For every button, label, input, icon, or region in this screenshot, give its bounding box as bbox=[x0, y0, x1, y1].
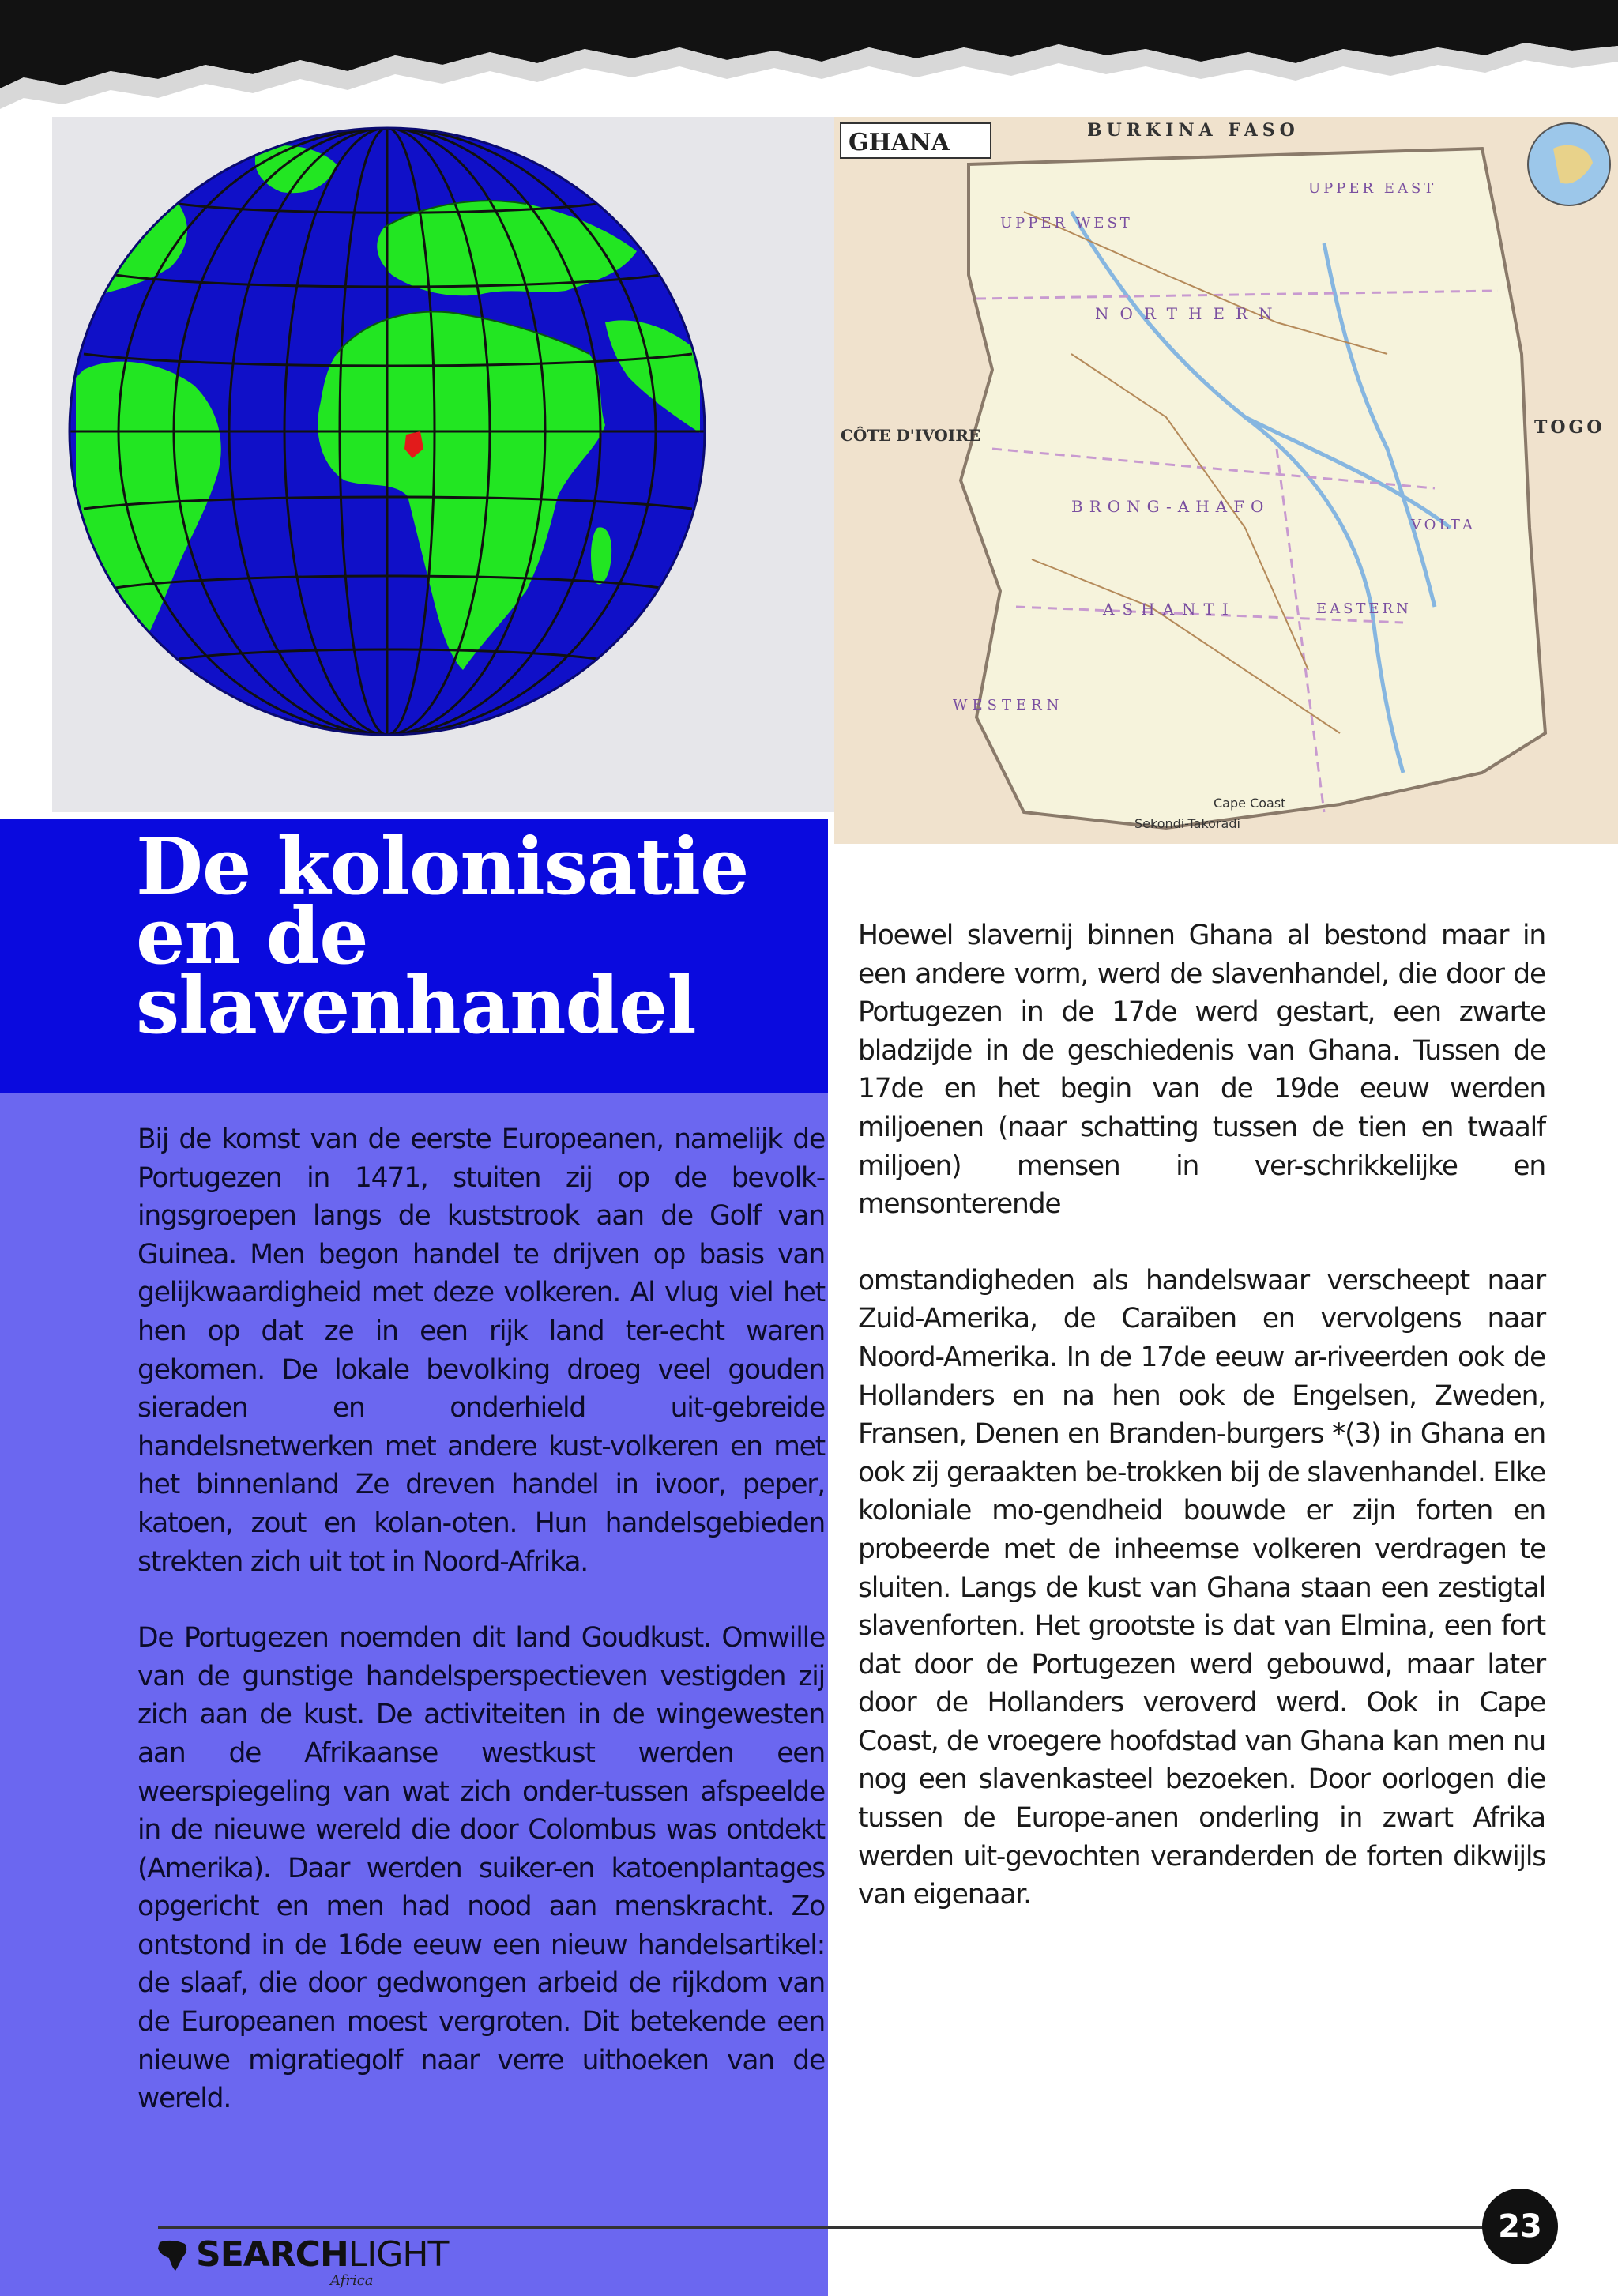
page-number: 23 bbox=[1482, 2189, 1558, 2264]
ghana-map-illustration bbox=[834, 117, 1618, 844]
map-brong-label: BRONG-AHAFO bbox=[1071, 497, 1270, 516]
ghana-map-figure bbox=[834, 117, 1618, 844]
globe-illustration bbox=[52, 117, 834, 812]
map-cape-coast-label: Cape Coast bbox=[1214, 796, 1286, 811]
title-line-1: De kolonisatie bbox=[136, 822, 749, 913]
right-column-text bbox=[858, 917, 1545, 1952]
map-upper-east-label: UPPER EAST bbox=[1308, 180, 1437, 197]
map-sekondi-label: Sekondi-Takoradi bbox=[1134, 816, 1240, 831]
torn-paper-header bbox=[0, 0, 1618, 119]
searchlight-logo bbox=[155, 2226, 449, 2289]
title-line-3: slavenhandel bbox=[136, 961, 696, 1052]
map-western-label: WESTERN bbox=[953, 697, 1064, 713]
map-northern-label: NORTHERN bbox=[1095, 304, 1284, 323]
ghana-outline bbox=[961, 149, 1545, 828]
map-cote-label: CÔTE D'IVOIRE bbox=[841, 426, 981, 445]
globe-figure bbox=[52, 117, 834, 812]
map-volta-label: VOLTA bbox=[1411, 517, 1476, 533]
article-title bbox=[136, 822, 749, 1052]
left-paragraph-2: De Portugezen noemden dit land Goudkust. Omwille van de gunstige handelsperspectieven vestigden zij zich aan de kust. De activiteiten in de wingewesten aan de Afrikaanse westkust werden een weerspiegeling van wat zich onder-tussen afspeelde in de nieuwe wereld die door Colombus was ontdekt (Amerika). Daar werden suiker-en katoenplantages opgericht en men had nood aan menskracht. Zo ontstond in de 16de eeuw een nieuw handelsartikel: de slaaf, die door gedwongen arbeid de rijkdom van de Europeanen moest vergroten. Dit betekende een nieuwe migratiegolf naar verre uithoeken van de wereld. bbox=[137, 1622, 825, 2115]
right-paragraph-2: omstandigheden als handelswaar verscheept naar Zuid-Amerika, de Caraïben en vervolgens naar Noord-Amerika. In de 17de eeuw ar-riveerden ook de Hollanders en na hen ook de Engelsen, Zweden, Fransen, Denen en Branden-burgers *(3) in Ghana en ook zij geraakten be-trokken bij de slavenhandel. Elke koloniale mo-gendheid bouwde er zijn forten en probeerde met de inheemse volkeren verdragen te sluiten. Langs de kust van Ghana staan een zestigtal slavenforten. Het grootste is dat van Elmina, een fort dat door de Portugezen werd gebouwd, maar later door de Hollanders veroverd werd. Ook in Cape Coast, de vroegere hoofdstad van Ghana kan men nu nog een slavenkasteel bezoeken. Door oorlogen die tussen de Europe-anen onderling in zwart Afrika werden uit-gevochten veranderden de forten dikwijls van eigenaar. bbox=[858, 1264, 1545, 1911]
map-upper-west-label: UPPER WEST bbox=[1000, 215, 1133, 231]
africa-logo-icon bbox=[155, 2236, 191, 2272]
logo-word-light: LIGHT bbox=[348, 2234, 449, 2275]
map-eastern-label: EASTERN bbox=[1316, 600, 1412, 617]
title-line-2: en de bbox=[136, 891, 368, 982]
title-block bbox=[0, 819, 828, 1093]
map-country-label: GHANA bbox=[849, 129, 950, 156]
logo-word-search: SEARCH bbox=[196, 2234, 348, 2275]
left-column-text bbox=[137, 1120, 825, 2156]
right-paragraph-1: Hoewel slavernij binnen Ghana al bestond maar in een andere vorm, werd de slavenhandel, die door de Portugezen in de 17de werd gestart, een zwarte bladzijde in de geschiedenis van Ghana. Tussen de 17de en het begin van de 19de eeuw werden miljoenen (naar schatting tussen de tien en twaalf miljoen) mensen in ver-schrikkelijke en mensonterende bbox=[858, 920, 1545, 1221]
left-column bbox=[0, 1093, 828, 2296]
map-togo-label: TOGO bbox=[1534, 417, 1605, 438]
map-burkina-label: BURKINA FASO bbox=[1087, 120, 1300, 141]
logo-subtitle: Africa bbox=[330, 2272, 374, 2289]
left-paragraph-1: Bij de komst van de eerste Europeanen, namelijk de Portugezen in 1471, stuiten zij op de bevolk-ingsgroepen langs de kuststrook aan de Golf van Guinea. Men begon handel te drijven op basis van gelijkwaardigheid met deze volkeren. Al vlug viel het hen op dat ze in een rijk land ter-echt waren gekomen. De lokale bevolking droeg veel gouden sieraden en onderhield uit-gebreide handelsnetwerken met andere kust-volkeren en met het binnenland Ze dreven handel in ivoor, peper, katoen, zout en kolan-oten. Hun handelsgebieden strekten zich uit tot in Noord-Afrika. bbox=[137, 1124, 825, 1578]
map-ashanti-label: ASHANTI bbox=[1103, 600, 1236, 619]
